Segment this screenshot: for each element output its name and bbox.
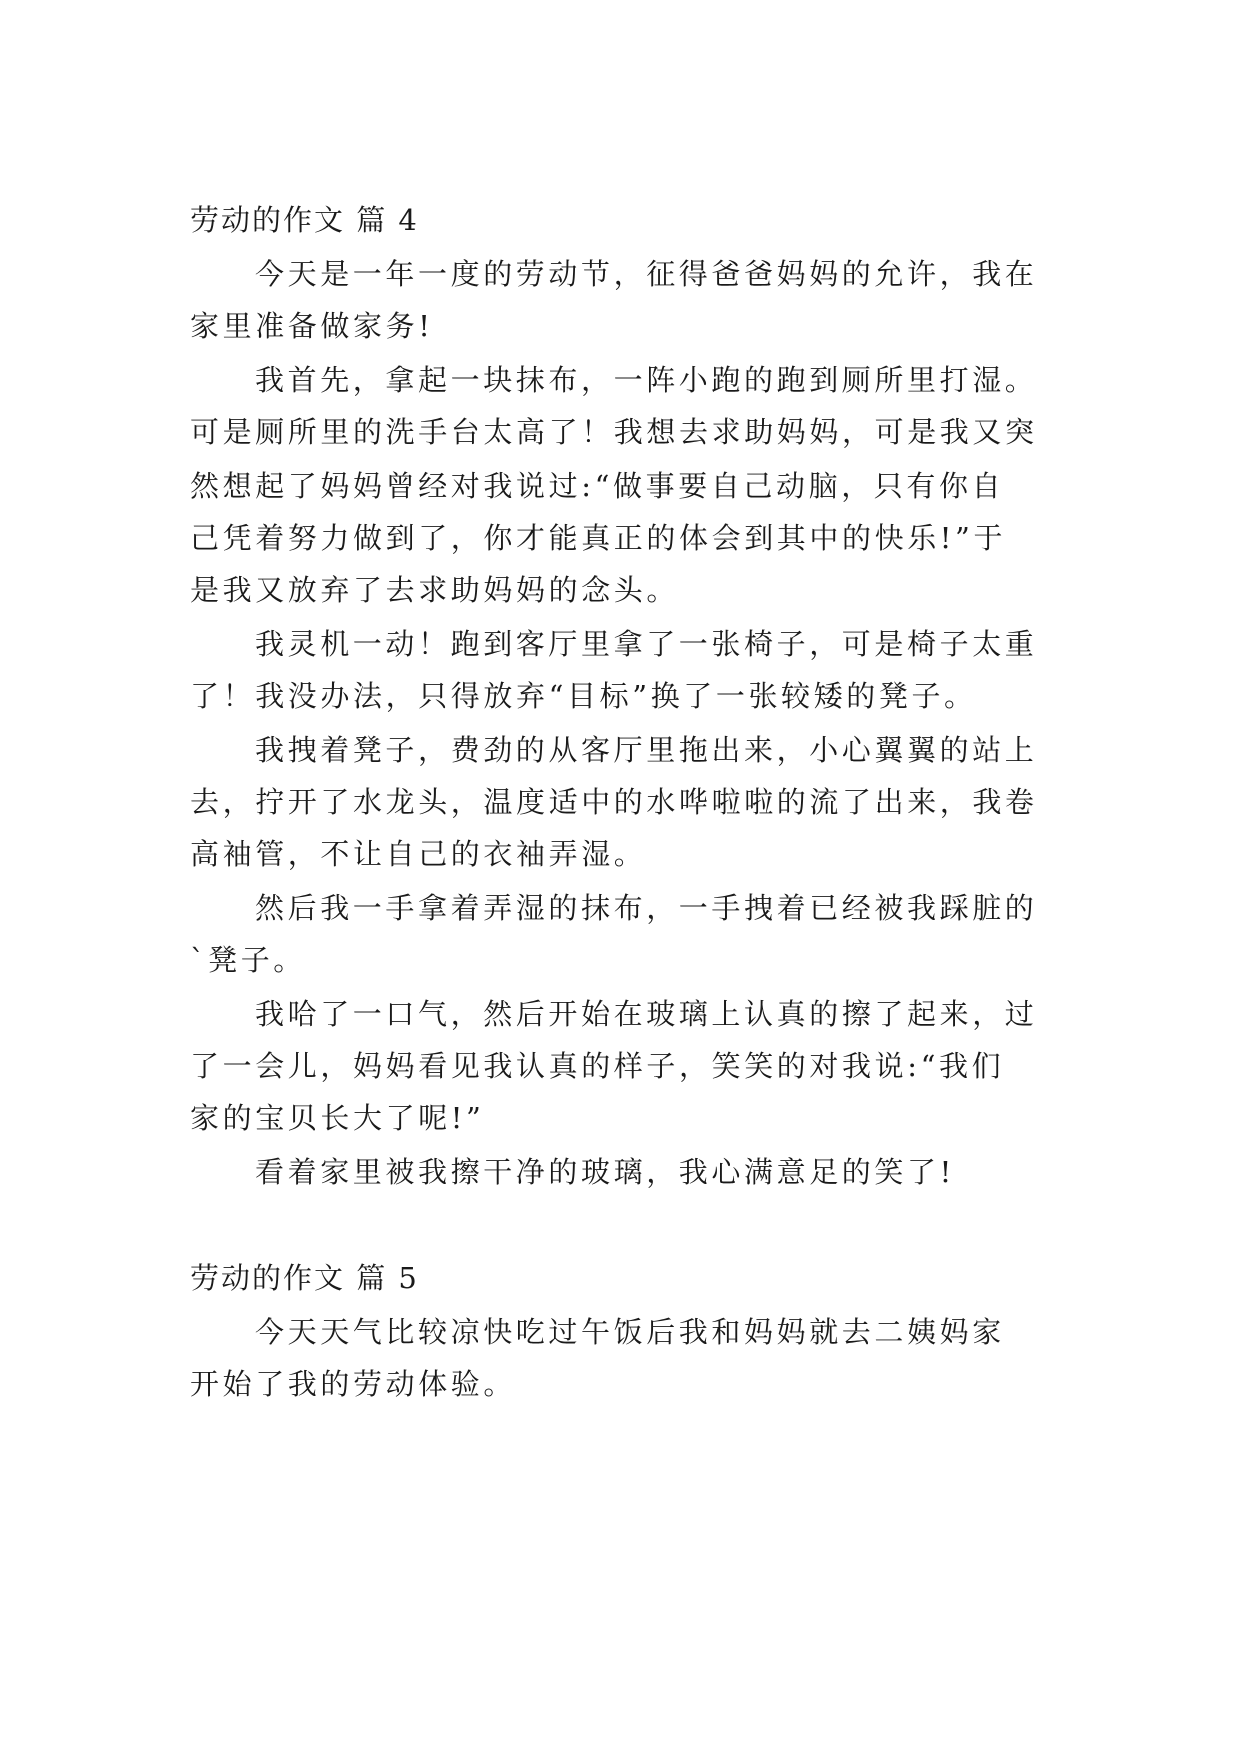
paragraph-line: 我拽着凳子，费劲的从客厅里拖出来，小心翼翼的站上 bbox=[255, 733, 1038, 767]
paragraph-line: 开始了我的劳动体验。 bbox=[190, 1367, 517, 1401]
paragraph-line: 家的宝贝长大了呢!” bbox=[190, 1101, 485, 1135]
paragraph-line: 是我又放弃了去求助妈妈的念头。 bbox=[190, 573, 680, 607]
paragraph-line: 今天是一年一度的劳动节，征得爸爸妈妈的允许，我在 bbox=[255, 257, 1038, 291]
section-5-heading: 劳动的作文 篇 5 bbox=[190, 1261, 419, 1295]
paragraph-line: 今天天气比较凉快吃过午饭后我和妈妈就去二姨妈家 bbox=[255, 1315, 1005, 1349]
section-4-heading: 劳动的作文 篇 4 bbox=[190, 203, 419, 237]
paragraph-line: 然想起了妈妈曾经对我说过:“做事要自己动脑，只有你自 bbox=[190, 469, 1005, 503]
paragraph-line: 了一会儿，妈妈看见我认真的样子，笑笑的对我说:“我们 bbox=[190, 1049, 1005, 1083]
paragraph-line: 看着家里被我擦干净的玻璃，我心满意足的笑了! bbox=[255, 1155, 955, 1189]
paragraph-line: 高袖管，不让自己的衣袖弄湿。 bbox=[190, 837, 647, 871]
paragraph-line: 我哈了一口气，然后开始在玻璃上认真的擦了起来，过 bbox=[255, 997, 1038, 1031]
paragraph-line: 可是厕所里的洗手台太高了！我想去求助妈妈，可是我又突 bbox=[190, 415, 1038, 449]
paragraph-line: 家里准备做家务! bbox=[190, 309, 434, 343]
paragraph-line: 我灵机一动！跑到客厅里拿了一张椅子，可是椅子太重 bbox=[255, 627, 1038, 661]
paragraph-line: 去，拧开了水龙头，温度适中的水哗啦啦的流了出来，我卷 bbox=[190, 785, 1038, 819]
paragraph-line: 了！我没办法，只得放弃“目标”换了一张较矮的凳子。 bbox=[190, 679, 977, 713]
paragraph-line: `凳子。 bbox=[190, 943, 306, 977]
paragraph-line: 己凭着努力做到了，你才能真正的体会到其中的快乐!”于 bbox=[190, 521, 1007, 555]
paragraph-line: 我首先，拿起一块抹布，一阵小跑的跑到厕所里打湿。 bbox=[255, 363, 1038, 397]
paragraph-line: 然后我一手拿着弄湿的抹布，一手拽着已经被我踩脏的 bbox=[255, 891, 1038, 925]
